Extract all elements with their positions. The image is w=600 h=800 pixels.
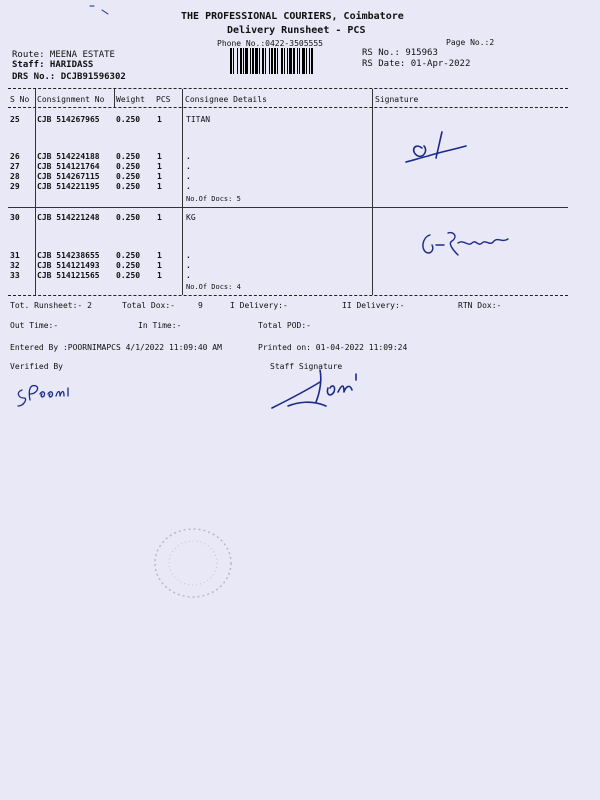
phone-number: Phone No.:0422-3505555 xyxy=(217,39,323,48)
table-row-pcs: 1 xyxy=(157,115,162,124)
table-row-weight: 0.250 xyxy=(116,115,141,124)
table-row-sno: 30 xyxy=(10,213,20,222)
table-row-pcs: 1 xyxy=(157,271,162,280)
total-pod: Total POD:- xyxy=(258,321,311,330)
table-row-weight: 0.250 xyxy=(116,271,141,280)
table-row-sno: 28 xyxy=(10,172,20,181)
table-row-sno: 25 xyxy=(10,115,20,124)
table-row-consignee: TITAN xyxy=(186,115,211,124)
table-row-pcs: 1 xyxy=(157,251,162,260)
total-dox-label: Total Dox:- xyxy=(122,301,175,310)
consignee-signature-2 xyxy=(418,225,518,265)
col-consignment: Consignment No xyxy=(37,95,105,104)
table-row-pcs: 1 xyxy=(157,213,162,222)
docs-count: No.Of Docs: 4 xyxy=(186,283,241,291)
table-row-consignment: CJB 514121764 xyxy=(37,162,100,171)
table-row-pcs: 1 xyxy=(157,152,162,161)
table-row-sno: 31 xyxy=(10,251,20,260)
table-row-sno: 29 xyxy=(10,182,20,191)
scan-marks xyxy=(88,2,118,16)
rtn-dox: RTN Dox:- xyxy=(458,301,502,310)
table-row-sno: 32 xyxy=(10,261,20,270)
verified-by-signature xyxy=(14,380,74,410)
table-row-consignment: CJB 514121493 xyxy=(37,261,100,270)
table-row-consignment: CJB 514267115 xyxy=(37,172,100,181)
table-row-sno: 33 xyxy=(10,271,20,280)
drs-number: DRS No.: DCJB91596302 xyxy=(12,72,126,82)
ii-delivery: II Delivery:- xyxy=(342,301,405,310)
barcode xyxy=(230,48,316,74)
docs-count: No.Of Docs: 5 xyxy=(186,195,241,203)
rs-number: RS No.: 915963 xyxy=(362,48,438,58)
table-row-consignment: CJB 514267965 xyxy=(37,115,100,124)
staff-label: Staff: HARIDASS xyxy=(12,60,94,70)
staff-signature xyxy=(268,366,378,416)
col-sno: S No xyxy=(10,95,30,104)
route-label: Route: MEENA ESTATE xyxy=(12,50,115,60)
entered-by: Entered By :POORNIMAPCS 4/1/2022 11:09:40 AM xyxy=(10,343,222,352)
col-weight: Weight xyxy=(116,95,145,104)
verified-by-label: Verified By xyxy=(10,362,63,371)
table-row-consignee: . xyxy=(186,152,191,161)
consignee-signature-1 xyxy=(400,128,480,168)
company-title: THE PROFESSIONAL COURIERS, Coimbatore xyxy=(181,11,404,22)
table-row-pcs: 1 xyxy=(157,182,162,191)
table-row-consignee: . xyxy=(186,251,191,260)
printed-on: Printed on: 01-04-2022 11:09:24 xyxy=(258,343,408,352)
table-row-consignee: . xyxy=(186,182,191,191)
tot-runsheet: Tot. Runsheet:- 2 xyxy=(10,301,92,310)
table-row-consignee: . xyxy=(186,172,191,181)
table-row-pcs: 1 xyxy=(157,172,162,181)
table-row-weight: 0.250 xyxy=(116,172,141,181)
table-row-sno: 27 xyxy=(10,162,20,171)
table-row-consignment: CJB 514221195 xyxy=(37,182,100,191)
table-row-sno: 26 xyxy=(10,152,20,161)
table-row-consignee: . xyxy=(186,261,191,270)
table-row-consignee: KG xyxy=(186,213,196,222)
table-row-consignment: CJB 514121565 xyxy=(37,271,100,280)
table-row-weight: 0.250 xyxy=(116,182,141,191)
table-row-consignee: . xyxy=(186,271,191,280)
table-row-consignment: CJB 514238655 xyxy=(37,251,100,260)
table-row-weight: 0.250 xyxy=(116,213,141,222)
table-row-pcs: 1 xyxy=(157,162,162,171)
runsheet-subtitle: Delivery Runsheet - PCS xyxy=(227,25,366,36)
staff-signature-label: Staff Signature xyxy=(270,362,343,371)
rs-date: RS Date: 01-Apr-2022 xyxy=(362,59,471,69)
col-consignee: Consignee Details xyxy=(185,95,267,104)
table-row-pcs: 1 xyxy=(157,261,162,270)
i-delivery: I Delivery:- xyxy=(230,301,288,310)
col-signature: Signature xyxy=(375,95,419,104)
table-row-weight: 0.250 xyxy=(116,152,141,161)
barcode-bar xyxy=(313,48,316,74)
col-pcs: PCS xyxy=(156,95,171,104)
out-time: Out Time:- xyxy=(10,321,59,330)
table-row-consignment: CJB 514221248 xyxy=(37,213,100,222)
faded-stamp xyxy=(148,518,248,608)
table-row-consignee: . xyxy=(186,162,191,171)
page-number: Page No.:2 xyxy=(446,38,495,47)
table-row-weight: 0.250 xyxy=(116,162,141,171)
table-row-weight: 0.250 xyxy=(116,251,141,260)
total-dox-value: 9 xyxy=(198,301,203,310)
table-row-consignment: CJB 514224188 xyxy=(37,152,100,161)
table-row-weight: 0.250 xyxy=(116,261,141,270)
in-time: In Time:- xyxy=(138,321,182,330)
